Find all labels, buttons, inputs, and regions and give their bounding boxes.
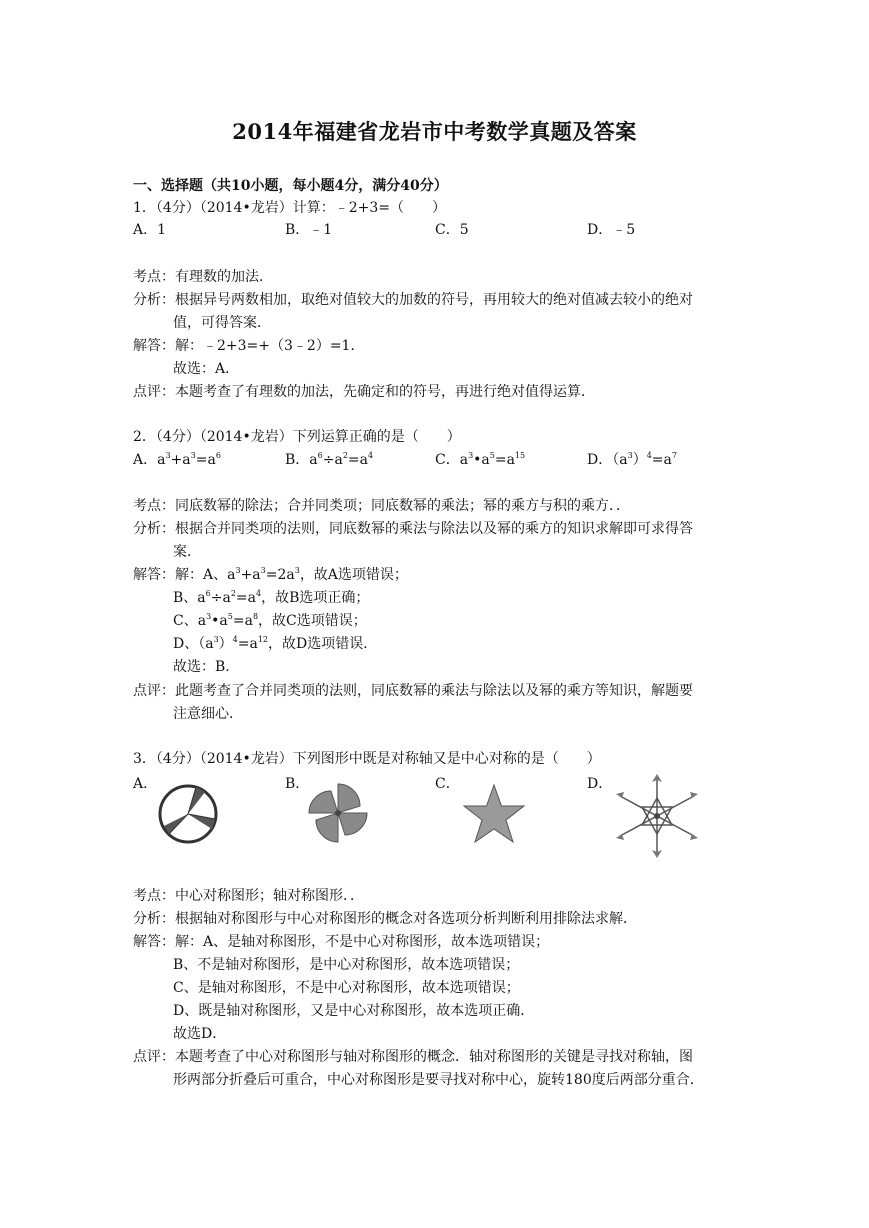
q1-fenxi: 分析：根据异号两数相加，取绝对值较大的加数的符号，再用较大的绝对值减去较小的绝对 <box>133 292 693 308</box>
q2-option-c: C．$a^3•a^5=a^{15}$ <box>435 451 526 468</box>
q1-jieda: 解答：解：﹣2+3=+（3﹣2）=1． <box>133 338 365 354</box>
q3-stem: 3．（4分）（2014•龙岩）下列图形中既是对称轴又是中心对称的是（ ） <box>133 751 601 767</box>
q3-jieda-b: B、不是轴对称图形，是中心对称图形，故本选项错误； <box>173 957 520 973</box>
q3-kaodian: 考点：中心对称图形；轴对称图形．． <box>133 888 364 904</box>
pinwheel-icon <box>305 780 371 846</box>
q2-jieda-a: 解答：解：A、$a^3+a^3=2a^3$，故A选项错误； <box>133 566 408 583</box>
q3-option-c-label: C． <box>435 776 460 792</box>
q1-dianping: 点评：本题考查了有理数的加法，先确定和的符号，再进行绝对值得运算． <box>133 384 595 400</box>
q1-stem: 1．（4分）（2014•龙岩）计算：﹣2+3=（ ） <box>133 200 446 216</box>
q2-jieda-d: D、$(a^3)^4=a^{12}$，故D选项错误． <box>173 635 378 652</box>
q1-jieda-answer: 故选：A． <box>173 361 240 377</box>
q1-option-c: C．5 <box>435 222 469 238</box>
q3-option-b-label: B． <box>285 776 310 792</box>
q2-option-d: D．$(a^3)^4=a^7$ <box>587 451 677 468</box>
q2-dianping-cont: 注意细心． <box>173 706 243 722</box>
q3-option-a-label: A． <box>133 776 158 792</box>
q1-option-d: D．﹣5 <box>587 222 636 238</box>
q3-option-d-label: D． <box>587 776 613 792</box>
q1-kaodian: 考点：有理数的加法． <box>133 269 273 285</box>
section-heading: 一、选择题（共10小题，每小题4分，满分40分） <box>133 178 448 194</box>
q3-dianping-cont: 形两部分折叠后可重合，中心对称图形是要寻找对称中心，旋转180度后两部分重合． <box>173 1072 704 1088</box>
q3-fenxi: 分析：根据轴对称图形与中心对称图形的概念对各选项分析判断利用排除法求解． <box>133 911 637 927</box>
q2-fenxi: 分析：根据合并同类项的法则，同底数幂的乘法与除法以及幂的乘方的知识求解即可求得答 <box>133 521 693 537</box>
q2-fenxi-cont: 案． <box>173 544 201 560</box>
five-point-star-icon <box>462 782 526 846</box>
q3-jieda-answer: 故选D． <box>173 1026 227 1042</box>
circle-three-sectors-icon <box>156 782 220 846</box>
q2-jieda-c: C、$a^3•a^5=a^8$，故C选项错误； <box>173 612 367 629</box>
snowflake-arrows-icon <box>610 772 704 860</box>
q1-option-b: B．﹣1 <box>285 222 333 238</box>
q2-jieda-b: B、$a^6\div a^2=a^4$，故B选项正确； <box>173 589 370 606</box>
q2-dianping: 点评：此题考查了合并同类项的法则，同底数幂的乘法与除法以及幂的乘方等知识，解题要 <box>133 683 693 699</box>
q3-jieda-c: C、是轴对称图形，不是中心对称图形，故本选项错误； <box>173 980 520 996</box>
q3-jieda-d: D、既是轴对称图形，又是中心对称图形，故本选项正确． <box>173 1003 535 1019</box>
q1-fenxi-cont: 值，可得答案． <box>173 315 271 331</box>
q2-kaodian: 考点：同底数幂的除法；合并同类项；同底数幂的乘法；幂的乘方与积的乘方．． <box>133 498 630 514</box>
q3-dianping: 点评：本题考查了中心对称图形与轴对称图形的概念．轴对称图形的关键是寻找对称轴，图 <box>133 1049 693 1065</box>
q3-jieda-a: 解答：解：A、是轴对称图形，不是中心对称图形，故本选项错误； <box>133 934 550 950</box>
q1-option-a: A．1 <box>133 222 167 238</box>
page-title: 2014年福建省龙岩市中考数学真题及答案 <box>232 119 637 144</box>
q2-option-a: A．$a^3+a^3=a^6$ <box>133 451 221 468</box>
q2-jieda-answer: 故选：B． <box>173 659 240 675</box>
q2-option-b: B．$a^6\div a^2=a^4$ <box>285 451 374 468</box>
q2-stem: 2．（4分）（2014•龙岩）下列运算正确的是（ ） <box>133 429 461 445</box>
